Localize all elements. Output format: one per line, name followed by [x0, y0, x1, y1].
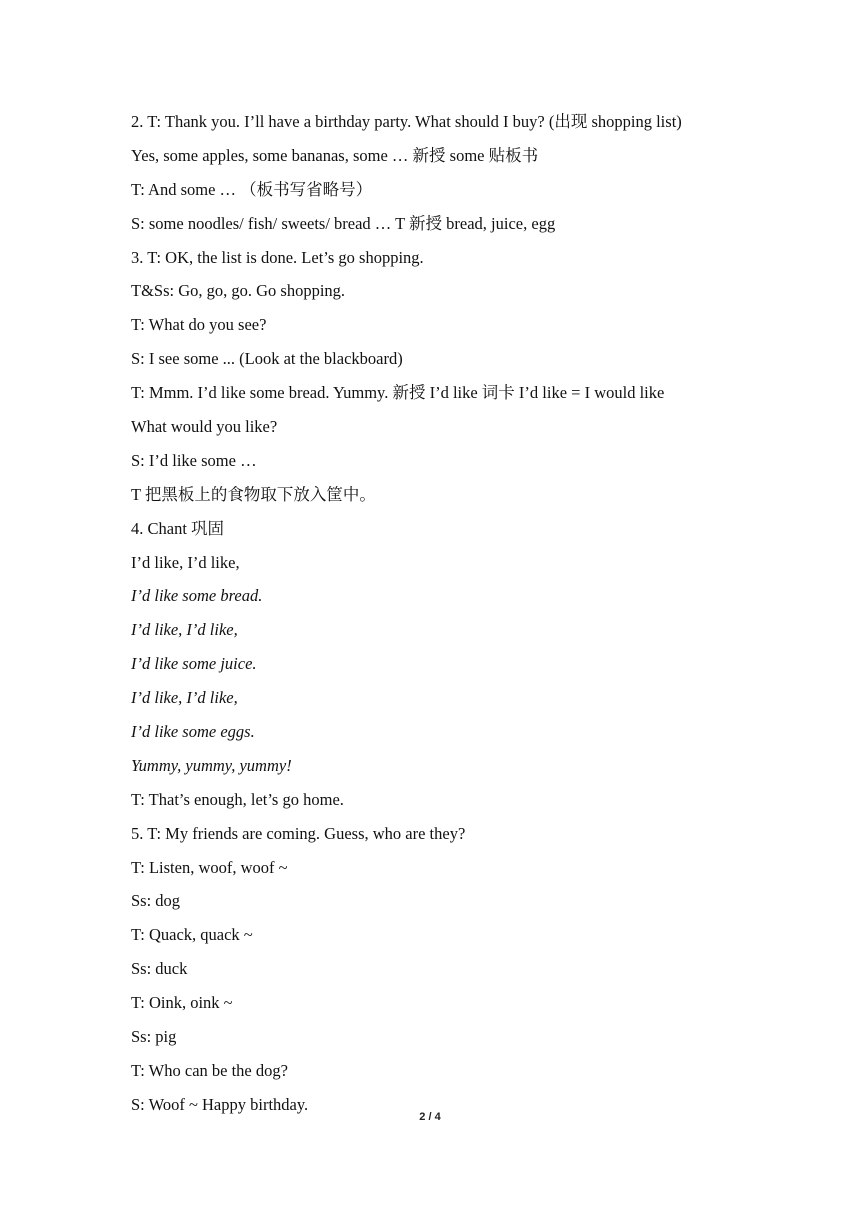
- text-line: S: I’d like some …: [131, 450, 257, 470]
- text-line: Ss: pig: [131, 1027, 177, 1047]
- text-line: T&Ss: Go, go, go. Go shopping.: [131, 281, 346, 301]
- text-line: 3. T: OK, the list is done. Let’s go shopping.: [131, 247, 424, 267]
- text-line: T 把黑板上的食物取下放入筐中。: [131, 484, 376, 504]
- page-number: 2 / 4: [419, 1111, 441, 1123]
- text-line: T: Mmm. I’d like some bread. Yummy. 新授 I’d like 词卡 I’d like = I would like: [131, 383, 665, 403]
- text-line: Ss: dog: [131, 891, 181, 911]
- text-line: T: And some … （板书写省略号）: [131, 179, 373, 199]
- text-line: Yummy, yummy, yummy!: [131, 755, 292, 775]
- text-line: T: Listen, woof, woof ~: [131, 857, 288, 877]
- text-line: Yes, some apples, some bananas, some … 新授 some 贴板书: [131, 145, 539, 165]
- text-line: I’d like some bread.: [131, 586, 263, 606]
- text-line: S: Woof ~ Happy birthday.: [131, 1094, 309, 1114]
- text-line: Ss: duck: [131, 959, 188, 979]
- text-line: I’d like some juice.: [131, 654, 257, 674]
- text-line: What would you like?: [131, 417, 278, 437]
- text-line: S: I see some ... (Look at the blackboard): [131, 349, 403, 369]
- text-line: I’d like, I’d like,: [131, 552, 240, 572]
- text-line: S: some noodles/ fish/ sweets/ bread … T 新授 bread, juice, egg: [131, 213, 556, 233]
- text-line: T: What do you see?: [131, 315, 267, 335]
- page-body: [131, 110, 741, 1127]
- text-line: T: Quack, quack ~: [131, 925, 253, 945]
- text-line: 5. T: My friends are coming. Guess, who are they?: [131, 823, 466, 843]
- text-line: I’d like some eggs.: [131, 722, 255, 742]
- text-line: T: That’s enough, let’s go home.: [131, 789, 344, 809]
- text-line: 2. T: Thank you. I’ll have a birthday party. What should I buy? (出现 shopping list): [131, 112, 682, 131]
- text-line: T: Who can be the dog?: [131, 1060, 288, 1080]
- text-line: T: Oink, oink ~: [131, 993, 233, 1013]
- text-line: I’d like, I’d like,: [131, 688, 238, 708]
- text-line: 4. Chant 巩固: [131, 518, 225, 538]
- text-line: I’d like, I’d like,: [131, 620, 238, 640]
